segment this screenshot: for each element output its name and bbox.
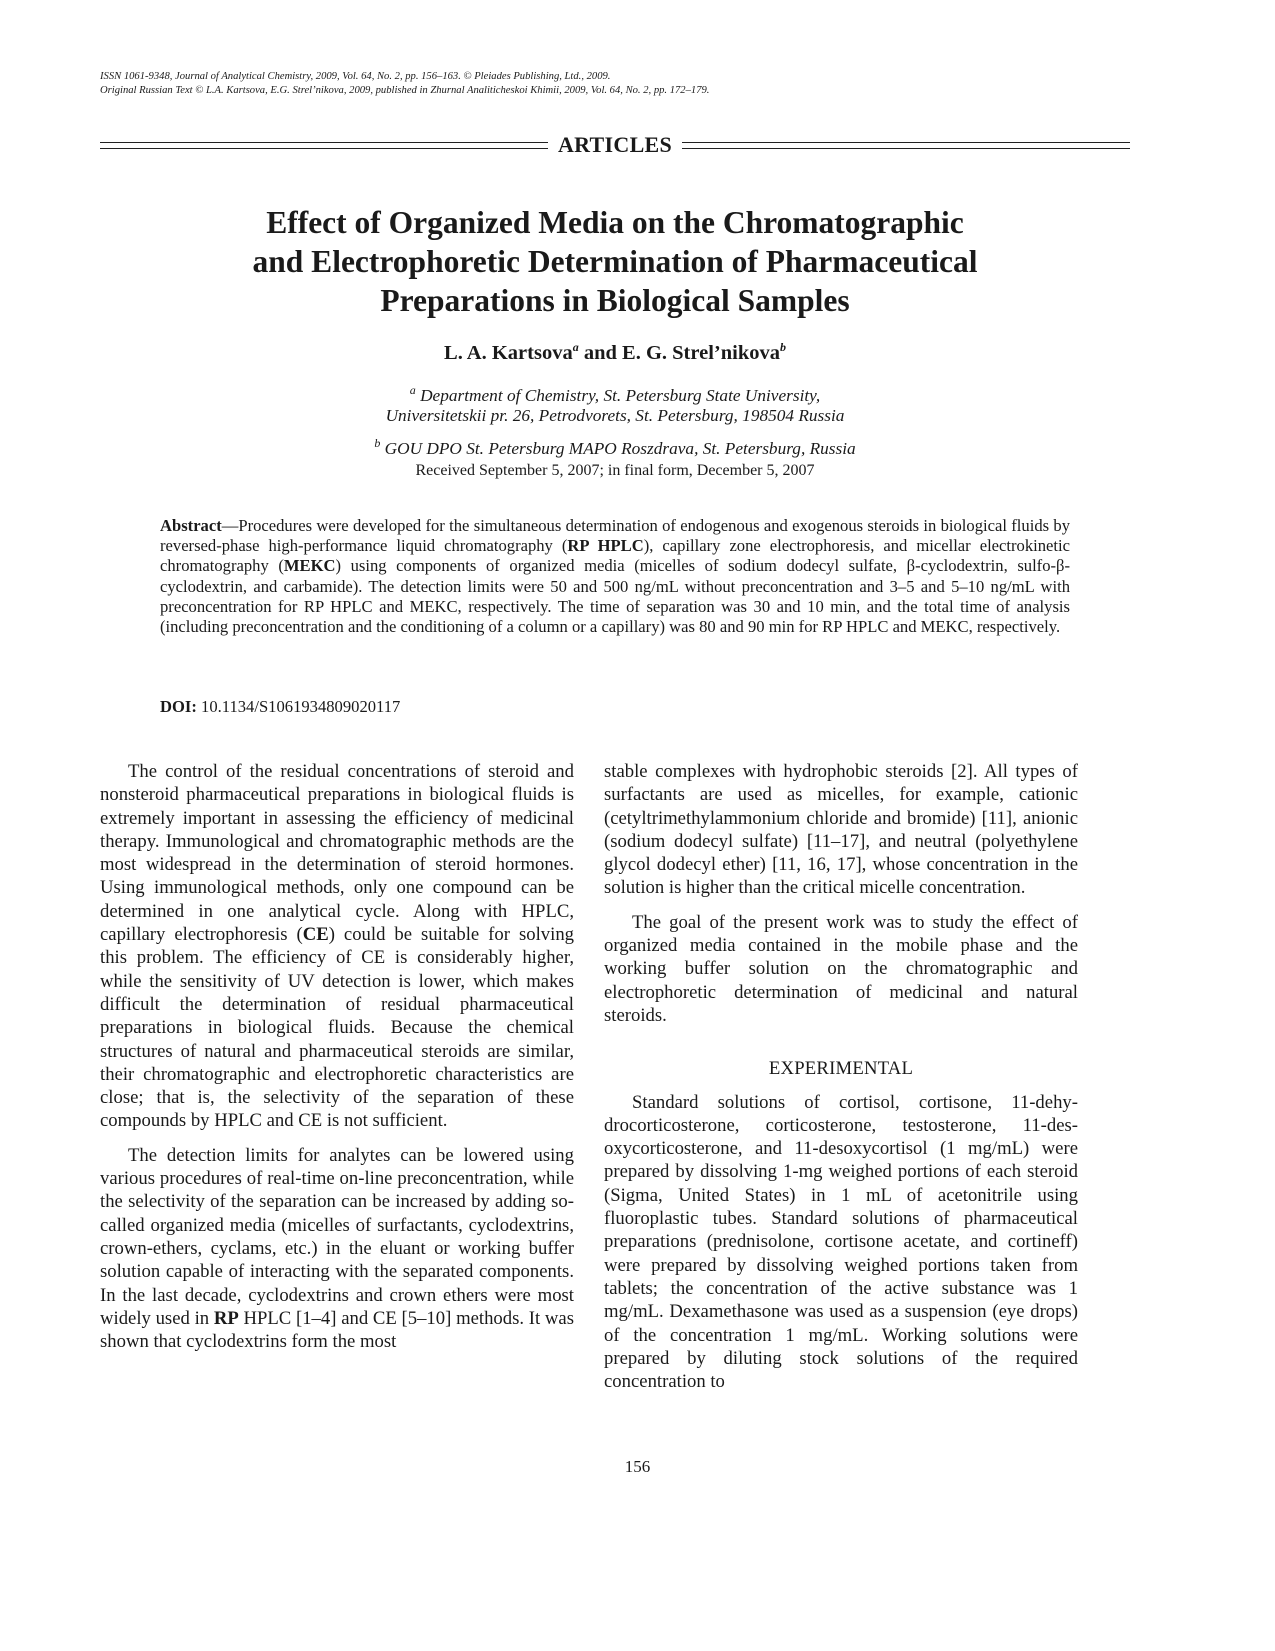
affiliation-line: GOU DPO St. Petersburg MAPO Roszdrava, St. Petersburg, Russia — [384, 438, 856, 458]
affiliation-a — [100, 380, 1130, 426]
original-text-line: Original Russian Text © L.A. Kartsova, E.G. Strel’nikova, 2009, published in Zhurnal Analiticheskoi Khimii, 2009, Vol. 64, No. 2, pp. 172–179. — [100, 84, 710, 96]
abstract-text: —Procedures were developed for the simultaneous determination of endogenous and exogenous steroids in biological fluids by reversed-phase high-performance liquid chromatography ( — [160, 516, 1070, 556]
abstract-label: Abstract — [160, 516, 222, 535]
affiliation-mark: a — [409, 383, 416, 397]
affiliation-mark: b — [779, 340, 786, 354]
author-name: E. G. Strel’nikova — [622, 341, 780, 364]
body-paragraph — [100, 1144, 574, 1354]
body-paragraph: Standard solutions of cortisol, cortisone, 11-dehydrocorticosterone, corticosterone, testosterone, 11-desoxycorticosterone, and 11-desoxycortisol (1 mg/mL) were prepared by dissolving 1-mg weighed portions of each steroid (Sigma, United States) in 1 mL of acetonitrile using fluoroplastic tubes. Standard solutions of pharmaceutical preparations (prednisolone, cortisone acetate, and cortineff) were prepared by dissolving weighed portions taken from tablets; the concentration of the active substance was 1 mg/mL. Dexamethasone was used as a suspension (eye drops) of the concentration 1 mg/mL. Working solutions were prepared by diluting stock solutions of the required concentration to — [604, 1091, 1078, 1393]
section-label: ARTICLES — [557, 132, 673, 157]
paragraph-text: HPLC [1–4] and CE [5–10] methods. It was shown that cyclodextrins form the most — [100, 1307, 574, 1353]
right-column — [604, 760, 1078, 1404]
paragraph-text: The control of the residual concentrations of steroid and nonsteroid pharmaceutical preparations in biological fluids is extremely important in assessing the efficiency of medicinal therapy. Immunological and chromatographic methods are the most widespread in the determination of steroid hormones. Using immunological methods, only one compound can be determined in one analytical cycle. Along with HPLC, capillary electrophoresis ( — [100, 761, 574, 946]
left-column — [100, 760, 574, 1364]
page-number: 156 — [624, 1457, 651, 1476]
journal-header — [100, 70, 1100, 97]
doi-label: DOI: — [160, 697, 197, 716]
affiliation-b — [100, 433, 1130, 459]
title-line-2: and Electrophoretic Determination of Pharmaceutical — [252, 244, 978, 279]
abstract-text: ), capillary zone electrophoresis, and micellar electrokinetic chromatography ( — [160, 536, 1070, 576]
affiliation-line: Department of Chemistry, St. Petersburg State University, — [420, 385, 821, 405]
abstract-term: RP HPLC — [567, 536, 644, 556]
section-banner — [100, 132, 1130, 158]
author-conjunction: and — [578, 341, 623, 364]
paragraph-term: CE — [302, 924, 329, 946]
received-dates: Received September 5, 2007; in final form, December 5, 2007 — [415, 462, 815, 479]
doi-value: 10.1134/S1061934809020117 — [196, 697, 401, 716]
author-list — [100, 340, 1130, 365]
banner-rule-left — [100, 142, 548, 149]
journal-citation-line: ISSN 1061-9348, Journal of Analytical Chemistry, 2009, Vol. 64, No. 2, pp. 156–163. © Pleiades Publishing, Ltd., 2009. — [100, 71, 611, 82]
affiliation-mark: a — [572, 340, 579, 354]
paragraph-text: The detection limits for analytes can be lowered using various procedures of real-time on-line preconcentration, while the selectivity of the separation can be increased by adding so-called organized media (micelles of surfactants, cyclodextrins, crown-ethers, cyclams, etc.) in the eluant or working buffer solution capable of interacting with the separated components. In the last decade, cyclodextrins and crown ethers were most widely used in — [100, 1144, 574, 1329]
banner-rule-right — [682, 142, 1130, 149]
paragraph-text: ) could be suitable for solving this problem. The efficiency of CE is considerably higher, while the sensitivity of UV detection is lower, which makes difficult the determination of residual pharmaceutical preparations in biological fluids. Because the chemical structures of natural and pharmaceutical steroids are similar, their chromatographic and electrophoretic characteristics are close; that is, the selectivity of the separation of these compounds by HPLC and CE is not sufficient. — [100, 924, 575, 1132]
body-paragraph: The goal of the present work was to study the effect of organized media contained in the mobile phase and the working buffer solution on the chromatographic and electrophoretic determination of medicinal and natural steroids. — [604, 911, 1078, 1026]
abstract-text: ) using components of organized media (micelles of sodium dodecyl sulfate, β-cyclodextrin, sulfo-β-cyclodextrin, and carbamide). The detection limits were 50 and 500 ng/mL without preconcentration and 3–5 and 5–10 ng/mL with preconcentration for RP HPLC and MEKC, respectively. The time of separation was 30 and 10 min, and the total time of analysis (including preconcentration and the conditioning of a column or a capillary) was 80 and 90 min for RP HPLC and MEKC, respectively. — [160, 556, 1070, 637]
body-paragraph: stable complexes with hydrophobic steroids [2]. All types of surfactants are used as micelles, for example, cationic (cetyltrimethylammonium chloride and bromide) [11], anionic (sodium dodecyl sulfate) [11–17], and neutral (polyethylene glycol dodecyl ether) [11, 16, 17], whose concentration in the solution is higher than the critical micelle concentration. — [604, 761, 1078, 899]
abstract — [160, 516, 1070, 637]
doi — [160, 697, 400, 717]
affiliation-line: Universitetskii pr. 26, Petrodvorets, St. Petersburg, 198504 Russia — [385, 405, 845, 425]
affiliation-mark: b — [374, 436, 381, 450]
section-heading-experimental: EXPERIMENTAL — [768, 1058, 914, 1080]
body-paragraph — [100, 760, 574, 1133]
author-name: L. A. Kartsova — [444, 341, 573, 364]
article-title — [100, 203, 1130, 320]
paragraph-term: RP — [213, 1307, 239, 1329]
abstract-term: MEKC — [283, 556, 336, 576]
title-line-1: Effect of Organized Media on the Chromatographic — [266, 205, 964, 240]
title-line-3: Preparations in Biological Samples — [380, 283, 850, 318]
